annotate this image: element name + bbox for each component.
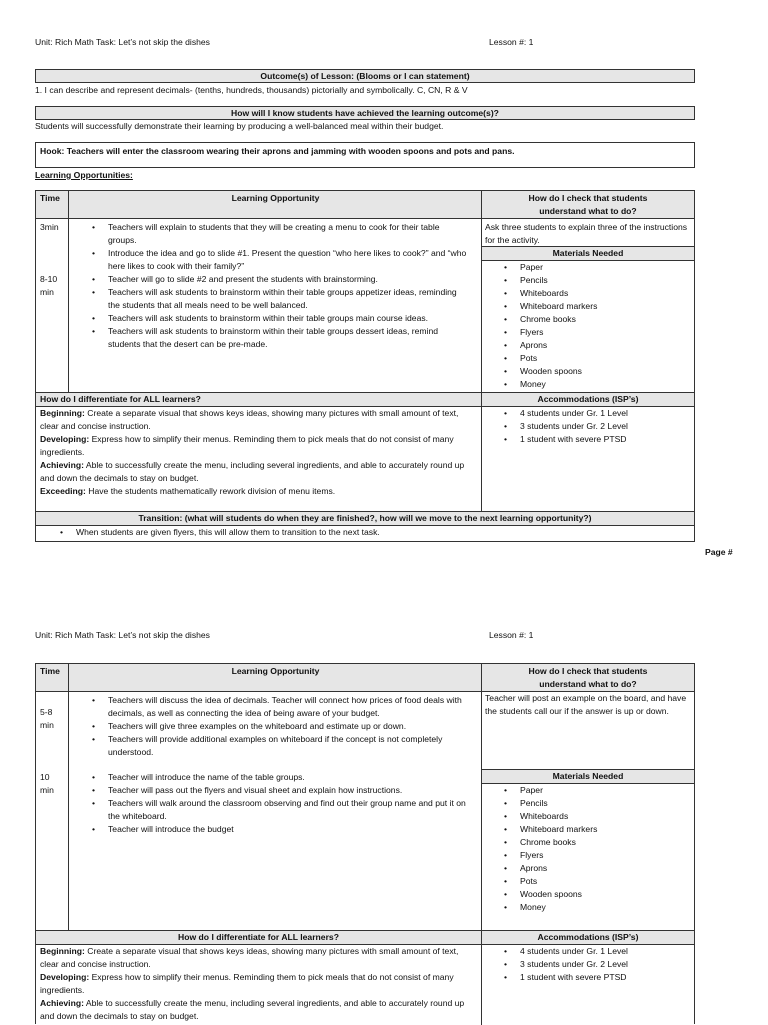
exceeding-text: Have the students mathematically rework division of menu items. (85, 486, 336, 496)
achieving-label: Achieving: (40, 998, 84, 1008)
transition-list (36, 526, 676, 539)
materials-heading: Materials Needed (482, 770, 694, 783)
th-check-line1: How do I check that students (528, 666, 648, 676)
list-item: • Teachers will ask students to brainstorm within their table groups dessert ideas, remind students that the desert can be pre-made. (108, 325, 470, 351)
materials-heading: Materials Needed (482, 247, 694, 260)
divider (36, 218, 694, 219)
opportunity-list-2 (70, 771, 470, 836)
th-time: Time (40, 666, 60, 676)
opportunity-list (70, 221, 470, 351)
time-1a: 5-8 (40, 707, 53, 717)
materials-list (482, 261, 694, 391)
achieved-text: Students will successfully demonstrate their learning by producing a well-balanced meal within their budget. (35, 121, 444, 131)
th-check-line1: How do I check that students (528, 193, 648, 203)
differentiation-text (40, 945, 476, 1023)
achieving-text: Able to successfully create the menu, including several ingredients, and able to accurately round up and down the decimals to stay on budget. (40, 998, 465, 1021)
beginning-text: Create a separate visual that shows keys ideas, showing many pictures with small amount of text, clear and concise instruction. (40, 408, 459, 431)
list-item: • When students are given flyers, this will allow them to transition to the next task. (76, 526, 676, 539)
list-item: • Teachers will ask students to brainstorm within their table groups appetizer ideas, reminding the students that all meals need to be well balanced. (108, 286, 470, 312)
divider (481, 191, 482, 511)
unit-title: Unit: Rich Math Task: Let’s not skip the dishes (35, 630, 210, 640)
list-item: • Aprons (520, 339, 694, 352)
exceeding-label: Exceeding: (40, 486, 86, 496)
list-item: • Teachers will give three examples on the whiteboard and estimate up or down. (108, 720, 470, 733)
list-item: • Whiteboard markers (520, 300, 694, 313)
lesson-number: Lesson #: 1 (489, 630, 534, 640)
page1-table (35, 190, 695, 542)
accommodations-list (482, 945, 694, 984)
list-item: • Money (520, 378, 694, 391)
time-2a: 8-10 (40, 274, 58, 284)
list-item: • 1 student with severe PTSD (520, 433, 694, 446)
transition-heading: Transition: (what will students do when they are finished?, how will we move to the next learning opportunity?) (36, 512, 694, 525)
divider (481, 664, 482, 1025)
time-2b: min (40, 785, 54, 795)
differentiation-text (40, 407, 476, 498)
th-check (482, 192, 694, 218)
th-check (482, 665, 694, 691)
list-item: • Pencils (520, 274, 694, 287)
list-item: • Wooden spoons (520, 365, 694, 378)
beginning-text: Create a separate visual that shows keys ideas, showing many pictures with small amount of text, clear and concise instruction. (40, 946, 459, 969)
list-item: • 4 students under Gr. 1 Level (520, 945, 694, 958)
page-number: Page # (705, 547, 733, 557)
list-item: • Teacher will pass out the flyers and visual sheet and explain how instructions. (108, 784, 470, 797)
list-item: • Teachers will provide additional examples on whiteboard if the concept is not completely understood. (108, 733, 470, 759)
achieving-text: Able to successfully create the menu, including several ingredients, and able to accurately round up and down the decimals to stay on budget. (40, 460, 465, 483)
list-item: • Teacher will go to slide #2 and present the students with brainstorming. (108, 273, 470, 286)
list-item: • Pots (520, 352, 694, 365)
check-text: Ask three students to explain three of the instructions for the activity. (485, 222, 688, 245)
accommodations-heading: Accommodations (ISP’s) (537, 394, 639, 404)
list-item: • Teachers will explain to students that they will be creating a menu to cook for their table groups. (108, 221, 470, 247)
list-item: • Flyers (520, 849, 694, 862)
outcome-heading: Outcome(s) of Lesson: (Blooms or I can statement) (35, 69, 695, 83)
time-2a: 10 (40, 772, 50, 782)
divider (68, 664, 69, 930)
learning-opportunities-label: Learning Opportunities: (35, 170, 133, 180)
list-item: • 4 students under Gr. 1 Level (520, 407, 694, 420)
list-item: • 1 student with severe PTSD (520, 971, 694, 984)
th-opportunity: Learning Opportunity (231, 193, 320, 203)
time-2b: min (40, 287, 54, 297)
list-item: • Chrome books (520, 313, 694, 326)
materials-list (482, 784, 694, 914)
developing-label: Developing: (40, 972, 90, 982)
th-time: Time (40, 193, 60, 203)
list-item: • Introduce the idea and go to slide #1. Present the question “who here likes to cook?” and “who here likes to cook with their family?” (108, 247, 470, 273)
lesson-number: Lesson #: 1 (489, 37, 534, 47)
list-item: • 3 students under Gr. 2 Level (520, 420, 694, 433)
differentiate-heading: How do I differentiate for ALL learners? (178, 932, 339, 942)
th-check-line2: understand what to do? (539, 679, 637, 689)
page2-header (35, 629, 735, 643)
list-item: • Money (520, 901, 694, 914)
list-item: • Teacher will introduce the name of the table groups. (108, 771, 470, 784)
developing-text: Express how to simplify their menus. Reminding them to pick meals that do not consist of many ingredients. (40, 972, 454, 995)
divider (68, 191, 69, 392)
th-check-line2: understand what to do? (539, 206, 637, 216)
beginning-label: Beginning: (40, 408, 85, 418)
list-item: • Pencils (520, 797, 694, 810)
differentiate-heading: How do I differentiate for ALL learners? (40, 394, 201, 404)
check-text: Teacher will post an example on the board, and have the students call our if the answer is up or down. (485, 693, 687, 716)
accommodations-heading: Accommodations (ISP’s) (537, 932, 639, 942)
list-item: • Chrome books (520, 836, 694, 849)
list-item: • Flyers (520, 326, 694, 339)
list-item: • Teachers will walk around the classroom observing and find out their group name and put it on the whiteboard. (108, 797, 470, 823)
developing-text: Express how to simplify their menus. Reminding them to pick meals that do not consist of many ingredients. (40, 434, 454, 457)
hook-box: Hook: Teachers will enter the classroom wearing their aprons and jamming with wooden spoons and pots and pans. (35, 142, 695, 168)
outcome-text: 1. I can describe and represent decimals- (tenths, hundreds, thousands) pictorially and symbolically. C, CN, R & V (35, 85, 468, 95)
time-1: 3min (40, 222, 59, 232)
page1-header (35, 36, 735, 50)
time-1b: min (40, 720, 54, 730)
list-item: • 3 students under Gr. 2 Level (520, 958, 694, 971)
list-item: • Aprons (520, 862, 694, 875)
list-item: • Whiteboards (520, 810, 694, 823)
unit-title: Unit: Rich Math Task: Let’s not skip the dishes (35, 37, 210, 47)
developing-label: Developing: (40, 434, 90, 444)
list-item: • Pots (520, 875, 694, 888)
achieved-heading: How will I know students have achieved the learning outcome(s)? (35, 106, 695, 120)
th-opportunity: Learning Opportunity (231, 666, 320, 676)
accommodations-list (482, 407, 694, 446)
list-item: • Whiteboards (520, 287, 694, 300)
list-item: • Paper (520, 784, 694, 797)
list-item: • Teachers will discuss the idea of decimals. Teacher will connect how prices of food deals with decimals, as well as connecting the idea of being aware of your budget. (108, 694, 470, 720)
page2-table (35, 663, 695, 1024)
list-item: • Whiteboard markers (520, 823, 694, 836)
opportunity-list-1 (70, 694, 470, 759)
list-item: • Wooden spoons (520, 888, 694, 901)
list-item: • Paper (520, 261, 694, 274)
beginning-label: Beginning: (40, 946, 85, 956)
list-item: • Teachers will ask students to brainstorm within their table groups main course ideas. (108, 312, 470, 325)
list-item: • Teacher will introduce the budget (108, 823, 470, 836)
achieving-label: Achieving: (40, 460, 84, 470)
